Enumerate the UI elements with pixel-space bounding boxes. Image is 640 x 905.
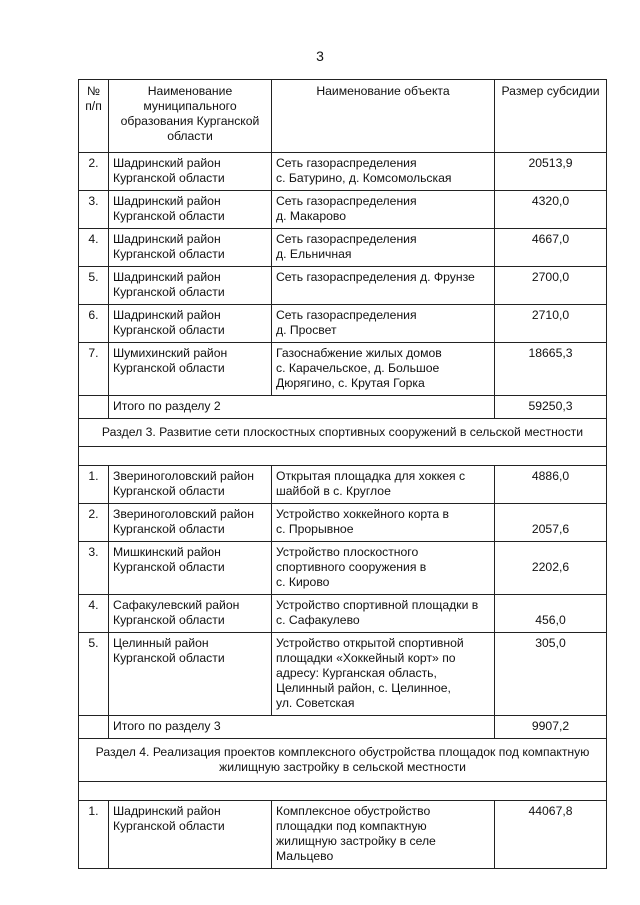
cell-subsidy: 4667,0 xyxy=(495,229,607,267)
cell-number: 2. xyxy=(79,504,109,542)
cell-object: Устройство спортивной площадки в с. Сафакулево xyxy=(272,595,495,633)
cell-number: 5. xyxy=(79,267,109,305)
header-number: № п/п xyxy=(79,80,109,153)
table-row xyxy=(79,801,607,869)
table-row xyxy=(79,267,607,305)
cell-subsidy: 2057,6 xyxy=(495,504,607,542)
table-row xyxy=(79,305,607,343)
cell-subsidy: 4320,0 xyxy=(495,191,607,229)
total-label: Итого по разделу 2 xyxy=(109,396,495,419)
cell-subsidy: 2710,0 xyxy=(495,305,607,343)
total-value: 59250,3 xyxy=(495,396,607,419)
cell-municipality: Звериноголовский район Курганской области xyxy=(109,504,272,542)
section-4-title: Раздел 4. Реализация проектов комплексного обустройства площадок под компактную жилищную застройку в сельской местности xyxy=(79,739,607,782)
cell-object: Устройство хоккейного корта в с. Прорывное xyxy=(272,504,495,542)
cell-number: 1. xyxy=(79,466,109,504)
table-row xyxy=(79,504,607,542)
cell-number: 3. xyxy=(79,191,109,229)
cell-number: 5. xyxy=(79,633,109,716)
table-row xyxy=(79,229,607,267)
total-label: Итого по разделу 3 xyxy=(109,716,495,739)
cell-object: Устройство открытой спортивной площадки «Хоккейный корт» по адресу: Курганская область, Целинный район, с. Целинное, ул. Советская xyxy=(272,633,495,716)
cell-subsidy: 4886,0 xyxy=(495,466,607,504)
total-value: 9907,2 xyxy=(495,716,607,739)
cell-object: Сеть газораспределения д. Просвет xyxy=(272,305,495,343)
table-row xyxy=(79,466,607,504)
spacer-cell xyxy=(79,782,607,801)
subsidy-table xyxy=(78,79,607,869)
table-row xyxy=(79,153,607,191)
total-row-section-3 xyxy=(79,716,607,739)
cell-number: 4. xyxy=(79,595,109,633)
section-3-title-row xyxy=(79,419,607,447)
page-number: 3 xyxy=(316,48,324,64)
table-row xyxy=(79,191,607,229)
cell-object: Сеть газораспределения д. Фрунзе xyxy=(272,267,495,305)
cell-municipality: Шумихинский район Курганской области xyxy=(109,343,272,396)
header-subsidy: Размер субсидии xyxy=(495,80,607,153)
cell-subsidy: 18665,3 xyxy=(495,343,607,396)
table-row xyxy=(79,633,607,716)
cell-empty xyxy=(79,396,109,419)
cell-subsidy: 456,0 xyxy=(495,595,607,633)
cell-number: 1. xyxy=(79,801,109,869)
cell-object: Сеть газораспределения д. Ельничная xyxy=(272,229,495,267)
cell-municipality: Шадринский район Курганской области xyxy=(109,267,272,305)
cell-object: Сеть газораспределения д. Макарово xyxy=(272,191,495,229)
cell-municipality: Шадринский район Курганской области xyxy=(109,305,272,343)
cell-municipality: Шадринский район Курганской области xyxy=(109,153,272,191)
cell-subsidy: 20513,9 xyxy=(495,153,607,191)
cell-empty xyxy=(79,716,109,739)
table-header-row xyxy=(79,80,607,153)
spacer-row xyxy=(79,447,607,466)
cell-object: Комплексное обустройство площадки под компактную жилищную застройку в селе Мальцево xyxy=(272,801,495,869)
cell-object: Газоснабжение жилых домов с. Карачельское, д. Большое Дюрягино, с. Крутая Горка xyxy=(272,343,495,396)
table-row xyxy=(79,343,607,396)
cell-municipality: Мишкинский район Курганской области xyxy=(109,542,272,595)
table-row xyxy=(79,595,607,633)
cell-object: Открытая площадка для хоккея с шайбой в с. Круглое xyxy=(272,466,495,504)
cell-municipality: Звериноголовский район Курганской области xyxy=(109,466,272,504)
cell-object: Сеть газораспределения с. Батурино, д. Комсомольская xyxy=(272,153,495,191)
cell-subsidy: 2700,0 xyxy=(495,267,607,305)
cell-municipality: Шадринский район Курганской области xyxy=(109,191,272,229)
cell-number: 3. xyxy=(79,542,109,595)
cell-number: 2. xyxy=(79,153,109,191)
cell-municipality: Шадринский район Курганской области xyxy=(109,229,272,267)
cell-municipality: Сафакулевский район Курганской области xyxy=(109,595,272,633)
spacer-cell xyxy=(79,447,607,466)
section-3-title: Раздел 3. Развитие сети плоскостных спортивных сооружений в сельской местности xyxy=(79,419,607,447)
table-row xyxy=(79,542,607,595)
cell-number: 6. xyxy=(79,305,109,343)
cell-number: 4. xyxy=(79,229,109,267)
header-municipality: Наименование муниципального образования Курганской области xyxy=(109,80,272,153)
cell-object: Устройство плоскостного спортивного сооружения в с. Кирово xyxy=(272,542,495,595)
section-4-title-row xyxy=(79,739,607,782)
cell-subsidy: 305,0 xyxy=(495,633,607,716)
cell-number: 7. xyxy=(79,343,109,396)
total-row-section-2 xyxy=(79,396,607,419)
header-object: Наименование объекта xyxy=(272,80,495,153)
spacer-row xyxy=(79,782,607,801)
cell-municipality: Целинный район Курганской области xyxy=(109,633,272,716)
cell-municipality: Шадринский район Курганской области xyxy=(109,801,272,869)
cell-subsidy: 44067,8 xyxy=(495,801,607,869)
cell-subsidy: 2202,6 xyxy=(495,542,607,595)
